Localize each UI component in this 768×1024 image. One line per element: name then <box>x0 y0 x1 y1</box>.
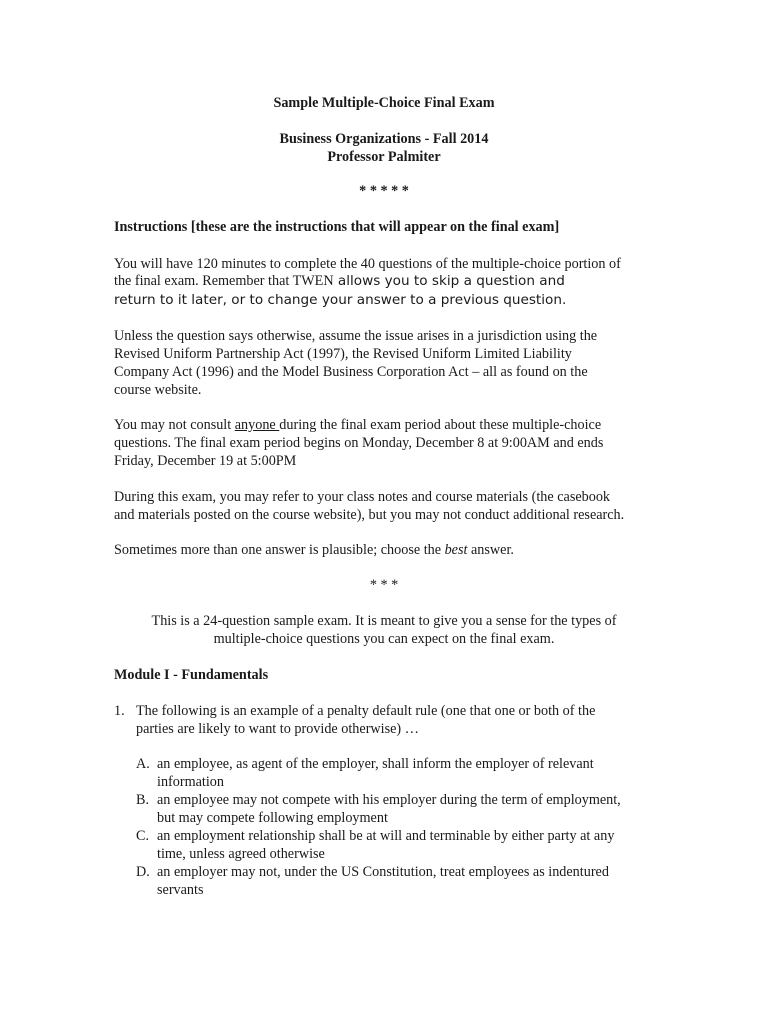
option-b-line1: an employee may not compete with his employer during the term of employment, <box>157 792 621 808</box>
best-answer-italic: best <box>444 542 468 558</box>
paragraph-jurisdiction-line1: Unless the question says otherwise, assume the issue arises in a jurisdiction using the <box>114 328 598 344</box>
option-letter-c: C. <box>136 828 150 844</box>
option-c-line1: an employment relationship shall be at will and terminable by either party at any <box>157 828 615 844</box>
course-title: Business Organizations - Fall 2014 <box>279 131 489 147</box>
consult-text-pre: You may not consult <box>114 417 235 433</box>
professor-name: Professor Palmiter <box>327 149 441 165</box>
question-stem-line1: The following is an example of a penalty default rule (one that one or both of the <box>136 703 596 719</box>
paragraph-best-answer <box>114 541 514 559</box>
consult-underlined: anyone <box>234 417 280 433</box>
option-d-line1: an employer may not, under the US Constitution, treat employees as indentured <box>157 864 609 880</box>
option-letter-b: B. <box>136 792 150 808</box>
option-letter-a: A. <box>136 756 150 772</box>
paragraph-time-line3: return to it later, or to change your answer to a previous question. <box>114 292 567 308</box>
question-stem-line2: parties are likely to want to provide otherwise) … <box>136 721 419 737</box>
option-a-line1: an employee, as agent of the employer, shall inform the employer of relevant <box>157 756 594 772</box>
paragraph-time-line1: You will have 120 minutes to complete the 40 questions of the multiple-choice portion of <box>114 256 621 272</box>
instructions-heading: Instructions [these are the instructions that will appear on the final exam] <box>114 219 560 235</box>
paragraph-materials-line2: and materials posted on the course website), but you may not conduct additional research. <box>114 507 625 523</box>
sample-note-line2: multiple-choice questions you can expect on the final exam. <box>213 631 555 647</box>
option-letter-d: D. <box>136 864 150 880</box>
option-c-line2: time, unless agreed otherwise <box>157 846 325 862</box>
paragraph-jurisdiction-line3: Company Act (1996) and the Model Business Corporation Act – all as found on the <box>114 364 588 380</box>
paragraph-time-line2-sans: allows you to skip a question and <box>333 273 565 289</box>
paragraph-jurisdiction-line4: course website. <box>114 382 202 398</box>
paragraph-consult-line3: Friday, December 19 at 5:00PM <box>114 453 297 469</box>
paragraph-consult-line2: questions. The final exam period begins on Monday, December 8 at 9:00AM and ends <box>114 435 604 451</box>
paragraph-consult-line1 <box>114 416 601 434</box>
option-a-line2: information <box>157 774 224 790</box>
module-heading: Module I - Fundamentals <box>114 667 269 683</box>
question-number: 1. <box>114 703 125 719</box>
exam-title: Sample Multiple-Choice Final Exam <box>273 95 495 111</box>
paragraph-time-line2 <box>114 272 565 290</box>
option-b-line2: but may compete following employment <box>157 810 388 826</box>
sample-note-line1: This is a 24-question sample exam. It is meant to give you a sense for the types of <box>151 613 617 629</box>
section-divider-stars: * * * * * <box>359 183 409 199</box>
best-answer-post: answer. <box>467 542 514 558</box>
option-d-line2: servants <box>157 882 204 898</box>
consult-text-post: during the final exam period about these multiple-choice <box>279 417 602 433</box>
paragraph-jurisdiction-line2: Revised Uniform Partnership Act (1997), the Revised Uniform Limited Liability <box>114 346 572 362</box>
paragraph-time-line2-serif: the final exam. Remember that TWEN <box>114 273 334 289</box>
section-divider-stars-small: * * * <box>369 577 399 593</box>
paragraph-materials-line1: During this exam, you may refer to your class notes and course materials (the casebook <box>114 489 611 505</box>
best-answer-pre: Sometimes more than one answer is plausible; choose the <box>114 542 445 558</box>
